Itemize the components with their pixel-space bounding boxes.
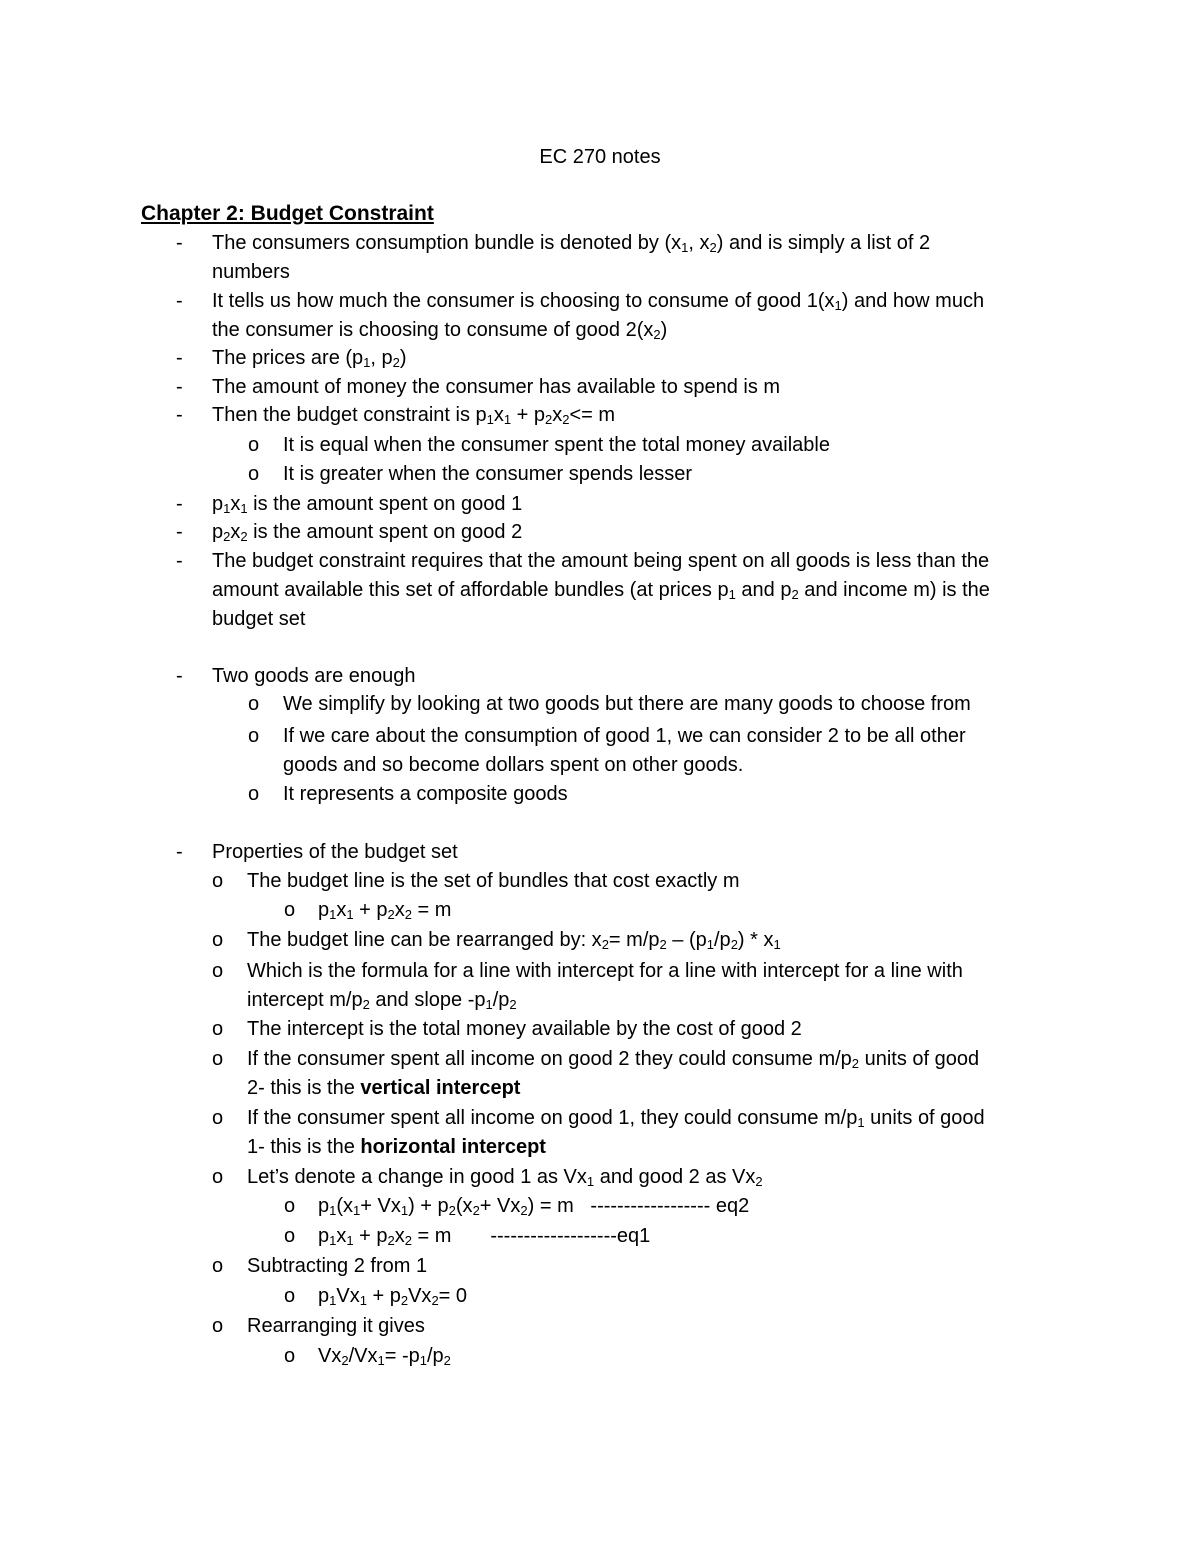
bullet-marker: o	[212, 1166, 224, 1188]
bullet-marker: o	[248, 463, 260, 485]
page-title: EC 270 notes	[539, 146, 661, 168]
note-line: If the consumer spent all income on good 1, they could consume $m/p_1$ units of good	[247, 1107, 985, 1130]
bullet-marker: o	[284, 1345, 296, 1367]
note-line: 1- this is the horizontal intercept	[247, 1136, 546, 1158]
note-line: It represents a composite goods	[283, 783, 568, 805]
note-line: Rearranging it gives	[247, 1315, 425, 1337]
bullet-marker: o	[212, 960, 224, 982]
dash-marker: -	[176, 404, 183, 426]
note-line: amount available this set of affordable bundles (at prices $p_1$ and $p_2$ and income m) is the	[212, 579, 990, 602]
note-line: Properties of the budget set	[212, 841, 458, 863]
bullet-marker: o	[248, 783, 260, 805]
bullet-marker: o	[284, 1225, 296, 1247]
bullet-marker: o	[248, 434, 260, 456]
equation-line: $p_1x_1 + p_2x_2 = m$ -------------------eq1	[318, 1225, 651, 1248]
note-line: Which is the formula for a line with intercept for a line with intercept for a line with	[247, 960, 963, 982]
note-line: Two goods are enough	[212, 665, 416, 687]
note-line: Then the budget constraint is $p_1x_1 + p_2x_2<= m$	[212, 404, 616, 427]
dash-marker: -	[176, 347, 183, 369]
note-line: intercept $m/p_2$ and slope $-p_1/p_2$	[247, 989, 517, 1012]
bullet-marker: o	[248, 725, 260, 747]
dash-marker: -	[176, 521, 183, 543]
dash-marker: -	[176, 665, 183, 687]
note-line: We simplify by looking at two goods but there are many goods to choose from	[283, 693, 971, 715]
note-line: The consumers consumption bundle is denoted by ($x_1$, $x_2$) and is simply a list of 2	[212, 232, 931, 255]
note-line: The budget line can be rearranged by: $x_2= m/p_2 - (p_1/p_2) * x_1$	[247, 929, 781, 952]
note-line: 2- this is the vertical intercept	[247, 1077, 521, 1099]
bullet-marker: o	[212, 1018, 224, 1040]
equation-line: $p_1Vx_1 + p_2Vx_2= 0$	[318, 1285, 468, 1308]
note-line: the consumer is choosing to consume of good $2(x_2)$	[212, 319, 668, 342]
note-line: It is greater when the consumer spends lesser	[283, 463, 693, 485]
note-line: numbers	[212, 261, 290, 283]
note-line: The budget line is the set of bundles that cost exactly m	[247, 870, 740, 892]
equation-line: $p_1x_1 + p_2x_2 = m$	[318, 899, 452, 922]
bullet-marker: o	[212, 870, 224, 892]
note-line: $p_2x_2$ is the amount spent on good 2	[212, 521, 523, 544]
note-line: The prices are ($p_1$, $p_2$)	[212, 347, 407, 370]
bullet-marker: o	[284, 899, 296, 921]
bullet-marker: o	[212, 1048, 224, 1070]
bullet-marker: o	[212, 929, 224, 951]
dash-marker: -	[176, 493, 183, 515]
note-line: If the consumer spent all income on good 2 they could consume $m/p_2$ units of good	[247, 1048, 980, 1071]
note-line: The amount of money the consumer has available to spend is m	[212, 376, 781, 398]
note-line: It tells us how much the consumer is choosing to consume of good $1(x_1)$ and how much	[212, 290, 985, 313]
bullet-marker: o	[284, 1285, 296, 1307]
bullet-marker: o	[284, 1195, 296, 1217]
dash-marker: -	[176, 376, 183, 398]
note-line: The budget constraint requires that the amount being spent on all goods is less than the	[212, 550, 990, 572]
chapter-heading: Chapter 2: Budget Constraint	[141, 202, 434, 225]
dash-marker: -	[176, 550, 183, 572]
note-line: If we care about the consumption of good 1, we can consider 2 to be all other	[283, 725, 966, 747]
bullet-marker: o	[212, 1315, 224, 1337]
note-line: goods and so become dollars spent on other goods.	[283, 754, 744, 776]
note-line: budget set	[212, 608, 306, 630]
note-line: Let’s denote a change in good 1 as $Vx_1$ and good 2 as $Vx_2$	[247, 1166, 763, 1189]
bullet-marker: o	[212, 1255, 224, 1277]
equation-line: $Vx_2/Vx_1= -p_1/p_2$	[318, 1345, 451, 1368]
dash-marker: -	[176, 290, 183, 312]
bullet-marker: o	[248, 693, 260, 715]
note-line: The intercept is the total money available by the cost of good 2	[247, 1018, 802, 1040]
dash-marker: -	[176, 841, 183, 863]
equation-line: $p_1(x_1+ Vx_1) + p_2(x_2+ Vx_2) = m$ ------------------ eq2	[318, 1195, 750, 1218]
note-line: It is equal when the consumer spent the total money available	[283, 434, 830, 456]
note-line: $p_1x_1$ is the amount spent on good 1	[212, 493, 523, 516]
bullet-marker: o	[212, 1107, 224, 1129]
dash-marker: -	[176, 232, 183, 254]
note-line: Subtracting 2 from 1	[247, 1255, 428, 1277]
